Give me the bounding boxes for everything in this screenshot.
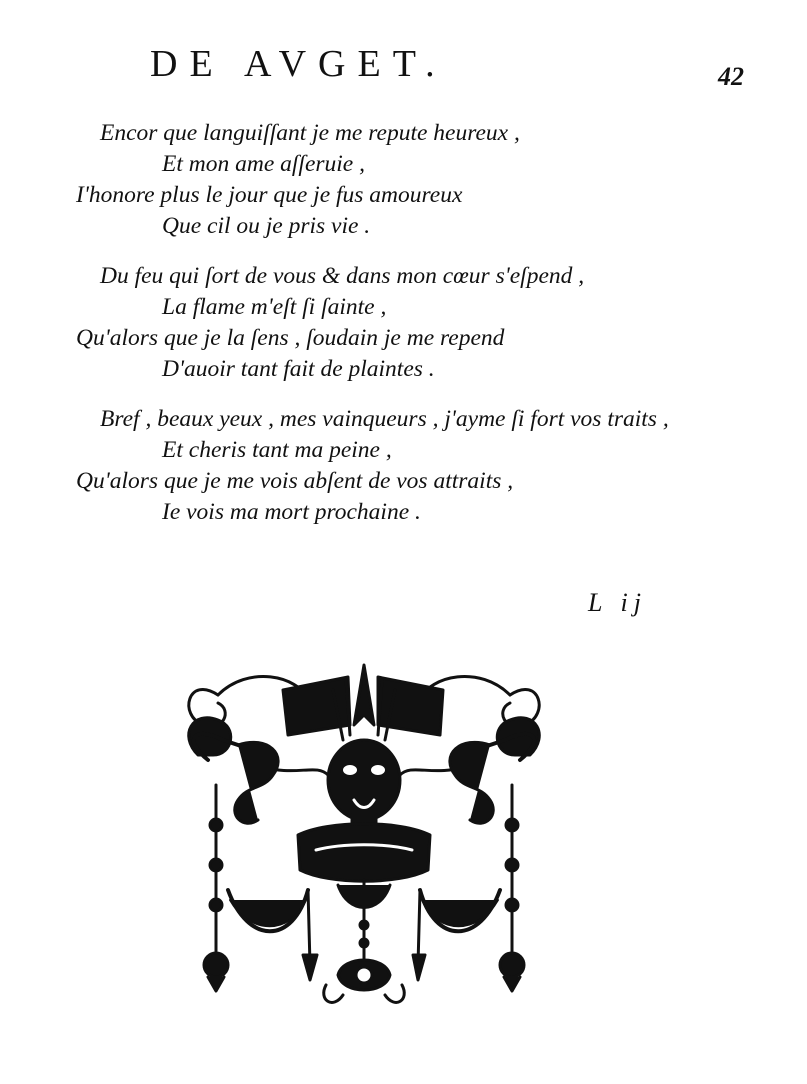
verse-line: Et mon ame aſſeruie , xyxy=(162,151,365,177)
poem xyxy=(0,118,807,528)
verse-line: Encor que languiſſant je me repute heureux , xyxy=(100,120,520,146)
verse-line: Et cheris tant ma peine , xyxy=(162,437,392,463)
signature-mark: L ij xyxy=(588,588,647,617)
verse-line: Que cil ou je pris vie . xyxy=(162,213,371,239)
verse-line: I'honore plus le jour que je fus amoureux xyxy=(76,182,463,208)
ornament-svg xyxy=(178,655,550,1025)
verse-line: La flame m'eſt ſi ſainte , xyxy=(162,294,387,320)
stanza-2 xyxy=(0,261,807,385)
verse-line: Ie vois ma mort prochaine . xyxy=(162,499,421,525)
running-head: DE AVGET. xyxy=(150,43,447,85)
verse-line: Du feu qui ſort de vous & dans mon cœur s'eſpend , xyxy=(100,263,585,289)
verse-line: Bref , beaux yeux , mes vainqueurs , j'ayme ſi fort vos traits , xyxy=(100,406,669,432)
grotesque-ornament-icon xyxy=(178,655,550,1025)
verse-line: D'auoir tant fait de plaintes . xyxy=(162,356,435,382)
stanza-3 xyxy=(0,404,807,528)
verse-line: Qu'alors que je me vois abſent de vos attraits , xyxy=(76,468,514,494)
stanza-1 xyxy=(0,118,807,242)
page-number: 42 xyxy=(718,62,744,91)
verse-line: Qu'alors que je la ſens , ſoudain je me repend xyxy=(76,325,505,351)
